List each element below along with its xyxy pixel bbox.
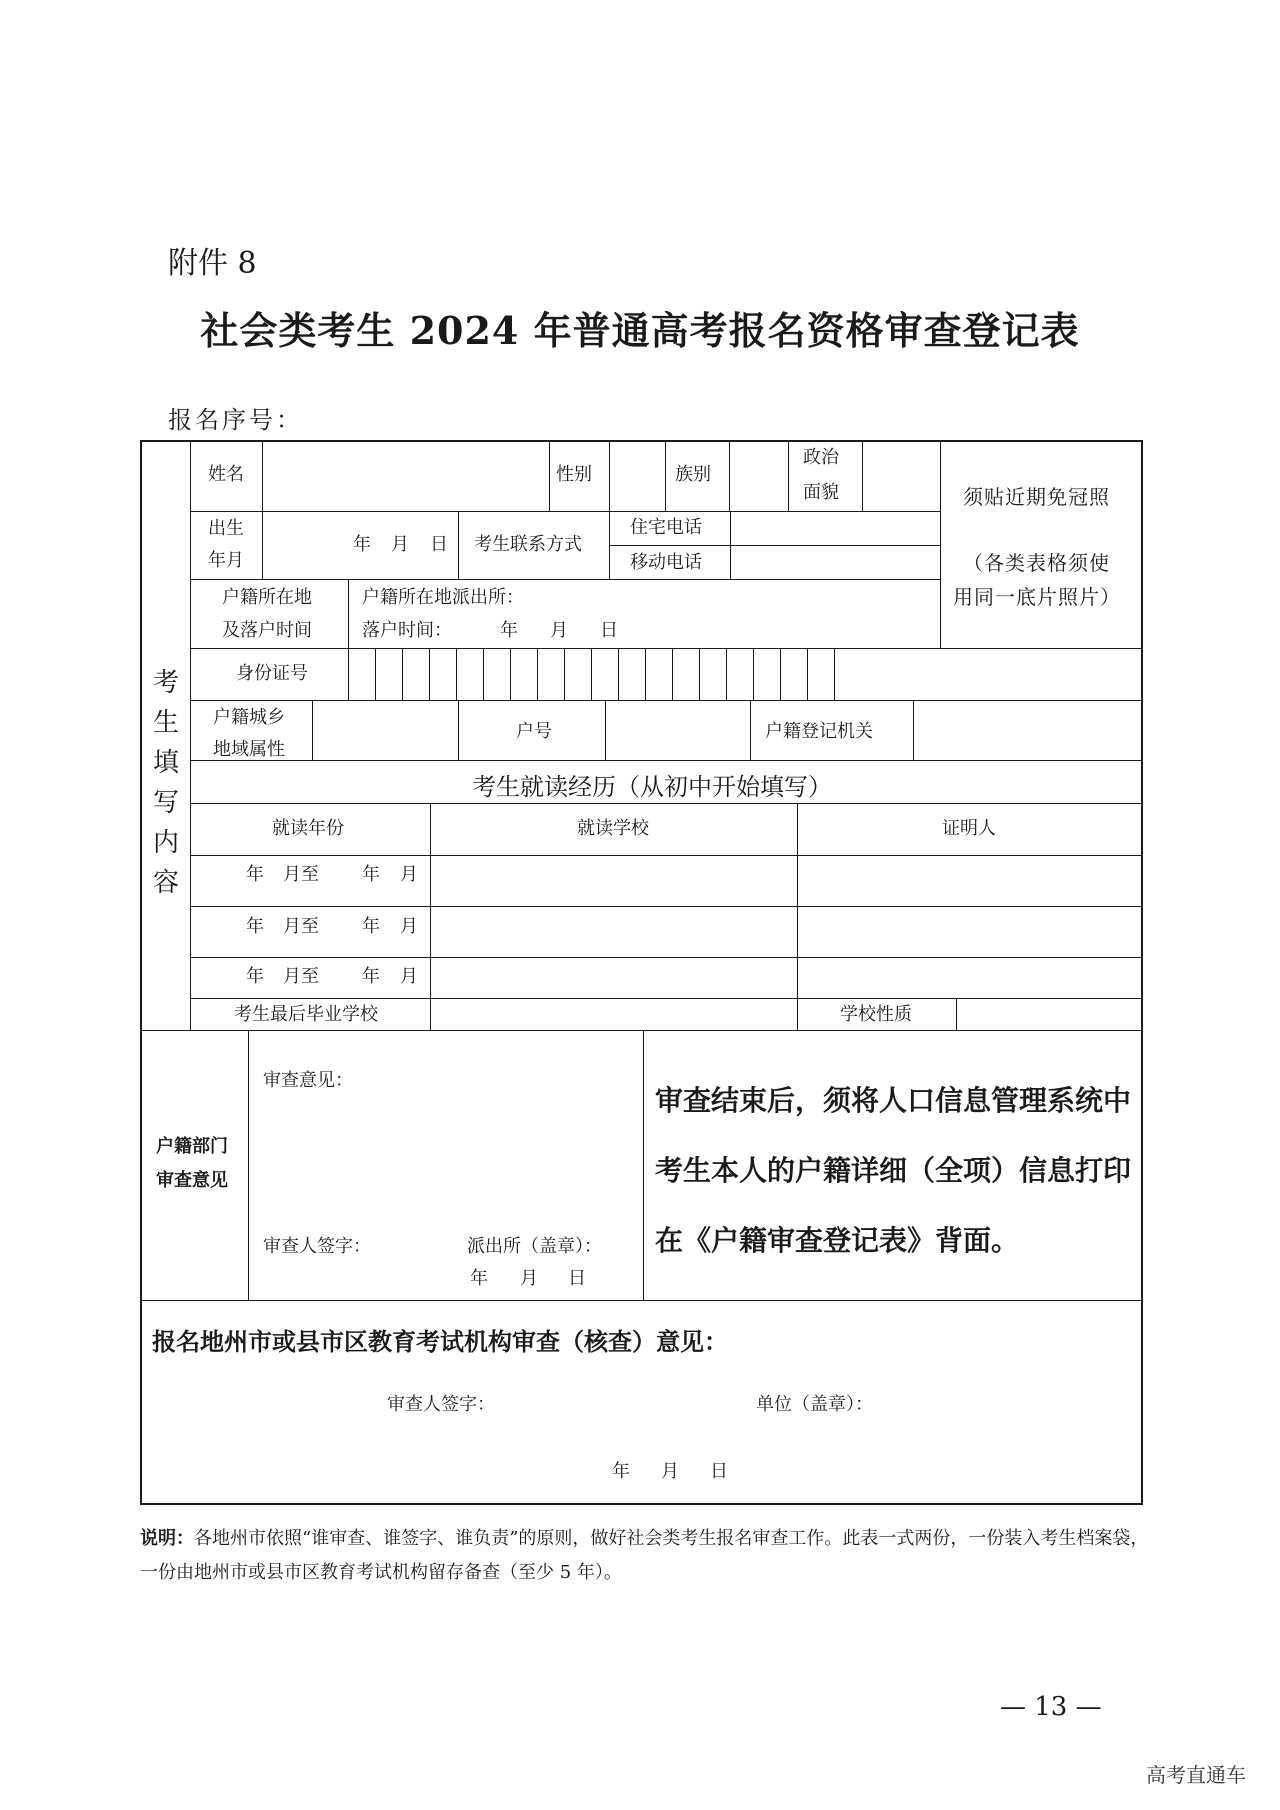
rule: [645, 648, 646, 700]
table-border-bottom: [140, 1503, 1143, 1505]
household-no-label: 户号: [516, 721, 552, 742]
ethnicity-label: 族别: [675, 464, 711, 485]
rule: [956, 998, 957, 1031]
rule: [549, 440, 550, 511]
attachment-label: 附件 8: [168, 246, 257, 281]
rule: [672, 648, 673, 700]
name-label: 姓名: [208, 464, 244, 485]
rule: [190, 957, 1142, 958]
rule: [190, 511, 940, 512]
rule: [537, 648, 538, 700]
settle-month-unit: 月: [550, 620, 568, 641]
photo-note-line1: 须贴近期免冠照: [963, 485, 1110, 509]
col-years-header: 就读年份: [272, 818, 344, 839]
instructions-note: [140, 1522, 1150, 1590]
rule: [190, 906, 1142, 907]
note-text: 各地州市依照“谁审查、谁签字、谁负责”的原则，做好社会类考生报名审查工作。此表一式两份，一份装入考生档案袋，一份由地州市或县市区教育考试机构留存备查（至少 5 年）。: [140, 1528, 1149, 1583]
rule: [510, 648, 511, 700]
exam-signer-label: 审查人签字：: [387, 1394, 495, 1415]
police-year-unit: 年: [470, 1268, 488, 1289]
rule: [458, 511, 459, 579]
rule: [190, 440, 191, 1031]
page-title: 社会类考生 2024 年普通高考报名资格审查登记表: [200, 308, 1080, 353]
rule: [940, 440, 941, 649]
rule: [140, 1300, 1142, 1301]
rule: [780, 648, 781, 700]
rule: [609, 440, 610, 579]
rule: [729, 440, 730, 511]
student-section-label: 考生填写内容: [152, 668, 179, 898]
birth-day-unit: 日: [430, 534, 448, 555]
note-lead: 说明：: [140, 1528, 194, 1549]
police-day-unit: 日: [568, 1268, 586, 1289]
rule: [807, 648, 808, 700]
birth-year-unit: 年: [353, 534, 371, 555]
mobile-phone-label: 移动电话: [630, 552, 702, 573]
rule: [190, 998, 1142, 999]
rule: [312, 700, 313, 760]
police-opinion-label: 审查意见：: [263, 1070, 353, 1091]
urban-rural-label-line1: 户籍城乡: [213, 707, 285, 728]
rule: [564, 648, 565, 700]
political-label-line2: 面貌: [803, 482, 839, 503]
start-year-unit: 年: [246, 966, 264, 987]
rule: [456, 648, 457, 700]
exam-year-unit: 年: [612, 1461, 630, 1482]
police-dept-label-line1: 户籍部门: [156, 1136, 228, 1157]
last-school-label: 考生最后毕业学校: [234, 1004, 378, 1025]
rule: [483, 648, 484, 700]
col-school-header: 就读学校: [577, 818, 649, 839]
rule: [643, 1030, 644, 1300]
settle-time-label: 落户时间：: [362, 620, 452, 641]
contact-label: 考生联系方式: [474, 534, 582, 555]
rule: [609, 545, 940, 546]
rule: [190, 803, 1142, 804]
start-year-unit: 年: [246, 864, 264, 885]
table-border-top: [140, 440, 1143, 442]
rule: [618, 648, 619, 700]
rule: [730, 511, 731, 579]
table-border-right: [1141, 440, 1143, 1505]
rule: [402, 648, 403, 700]
end-month-unit: 月: [400, 864, 418, 885]
rule: [605, 700, 606, 760]
police-station-seal-label: 派出所（盖章）：: [467, 1236, 602, 1257]
police-month-unit: 月: [520, 1268, 538, 1289]
huji-place-label-line2: 及落户时间: [222, 620, 312, 641]
rule: [262, 440, 263, 579]
rule: [190, 700, 1142, 701]
rule: [726, 648, 727, 700]
police-signer-label: 审查人签字：: [263, 1236, 371, 1257]
rule: [753, 648, 754, 700]
rule: [591, 648, 592, 700]
start-month-to-unit: 月至: [283, 966, 319, 987]
rule: [913, 700, 914, 760]
rule: [797, 803, 798, 1031]
start-year-unit: 年: [246, 916, 264, 937]
exam-month-unit: 月: [661, 1461, 679, 1482]
rule: [834, 648, 835, 700]
exam-unit-seal-label: 单位（盖章）：: [756, 1394, 873, 1415]
birth-month-unit: 月: [391, 534, 409, 555]
political-label-line1: 政治: [803, 447, 839, 468]
end-year-unit: 年: [362, 966, 380, 987]
rule: [375, 648, 376, 700]
exam-day-unit: 日: [710, 1461, 728, 1482]
settle-day-unit: 日: [600, 620, 618, 641]
end-year-unit: 年: [362, 864, 380, 885]
home-phone-label: 住宅电话: [630, 517, 702, 538]
rule: [348, 579, 349, 648]
education-history-title: 考生就读经历（从初中开始填写）: [472, 773, 832, 801]
photo-note-line3: 用同一底片照片）: [953, 585, 1121, 609]
gender-label: 性别: [556, 464, 592, 485]
rule: [788, 440, 789, 511]
registry-office-label: 户籍登记机关: [765, 721, 873, 742]
watermark: 高考直通车: [1146, 1763, 1246, 1787]
settle-year-unit: 年: [500, 620, 518, 641]
police-dept-label-line2: 审查意见: [156, 1170, 228, 1191]
huji-place-label-line1: 户籍所在地: [222, 587, 312, 608]
rule: [699, 648, 700, 700]
end-year-unit: 年: [362, 916, 380, 937]
rule: [458, 700, 459, 760]
rule: [430, 803, 431, 1031]
exam-authority-label: 报名地州市或县市区教育考试机构审查（核查）意见：: [152, 1327, 728, 1356]
rule: [190, 760, 1142, 761]
rule: [429, 648, 430, 700]
household-print-instruction: 审查结束后，须将人口信息管理系统中考生本人的户籍详细（全项）信息打印在《户籍审查登记表》背面。: [655, 1084, 1132, 1257]
rule: [190, 855, 1142, 856]
school-type-label: 学校性质: [840, 1004, 912, 1025]
id-number-label: 身份证号: [236, 663, 308, 684]
start-month-to-unit: 月至: [283, 864, 319, 885]
start-month-to-unit: 月至: [283, 916, 319, 937]
end-month-unit: 月: [400, 966, 418, 987]
end-month-unit: 月: [400, 916, 418, 937]
police-station-label: 户籍所在地派出所：: [362, 587, 524, 608]
registration-number-label: 报名序号：: [168, 406, 303, 434]
photo-note-line2: （各类表格须使: [963, 551, 1110, 575]
urban-rural-label-line2: 地域属性: [213, 739, 285, 760]
rule: [862, 440, 863, 511]
rule: [190, 579, 940, 580]
birth-label-line1: 出生: [208, 518, 244, 539]
rule: [665, 440, 666, 511]
page-number: — 13 —: [1000, 1692, 1102, 1722]
col-witness-header: 证明人: [942, 818, 996, 839]
rule: [348, 648, 349, 700]
rule: [140, 1030, 1142, 1031]
table-border-left: [140, 440, 142, 1505]
rule: [248, 1030, 249, 1300]
rule: [750, 700, 751, 760]
birth-label-line2: 年月: [208, 550, 244, 571]
rule: [190, 648, 1142, 649]
